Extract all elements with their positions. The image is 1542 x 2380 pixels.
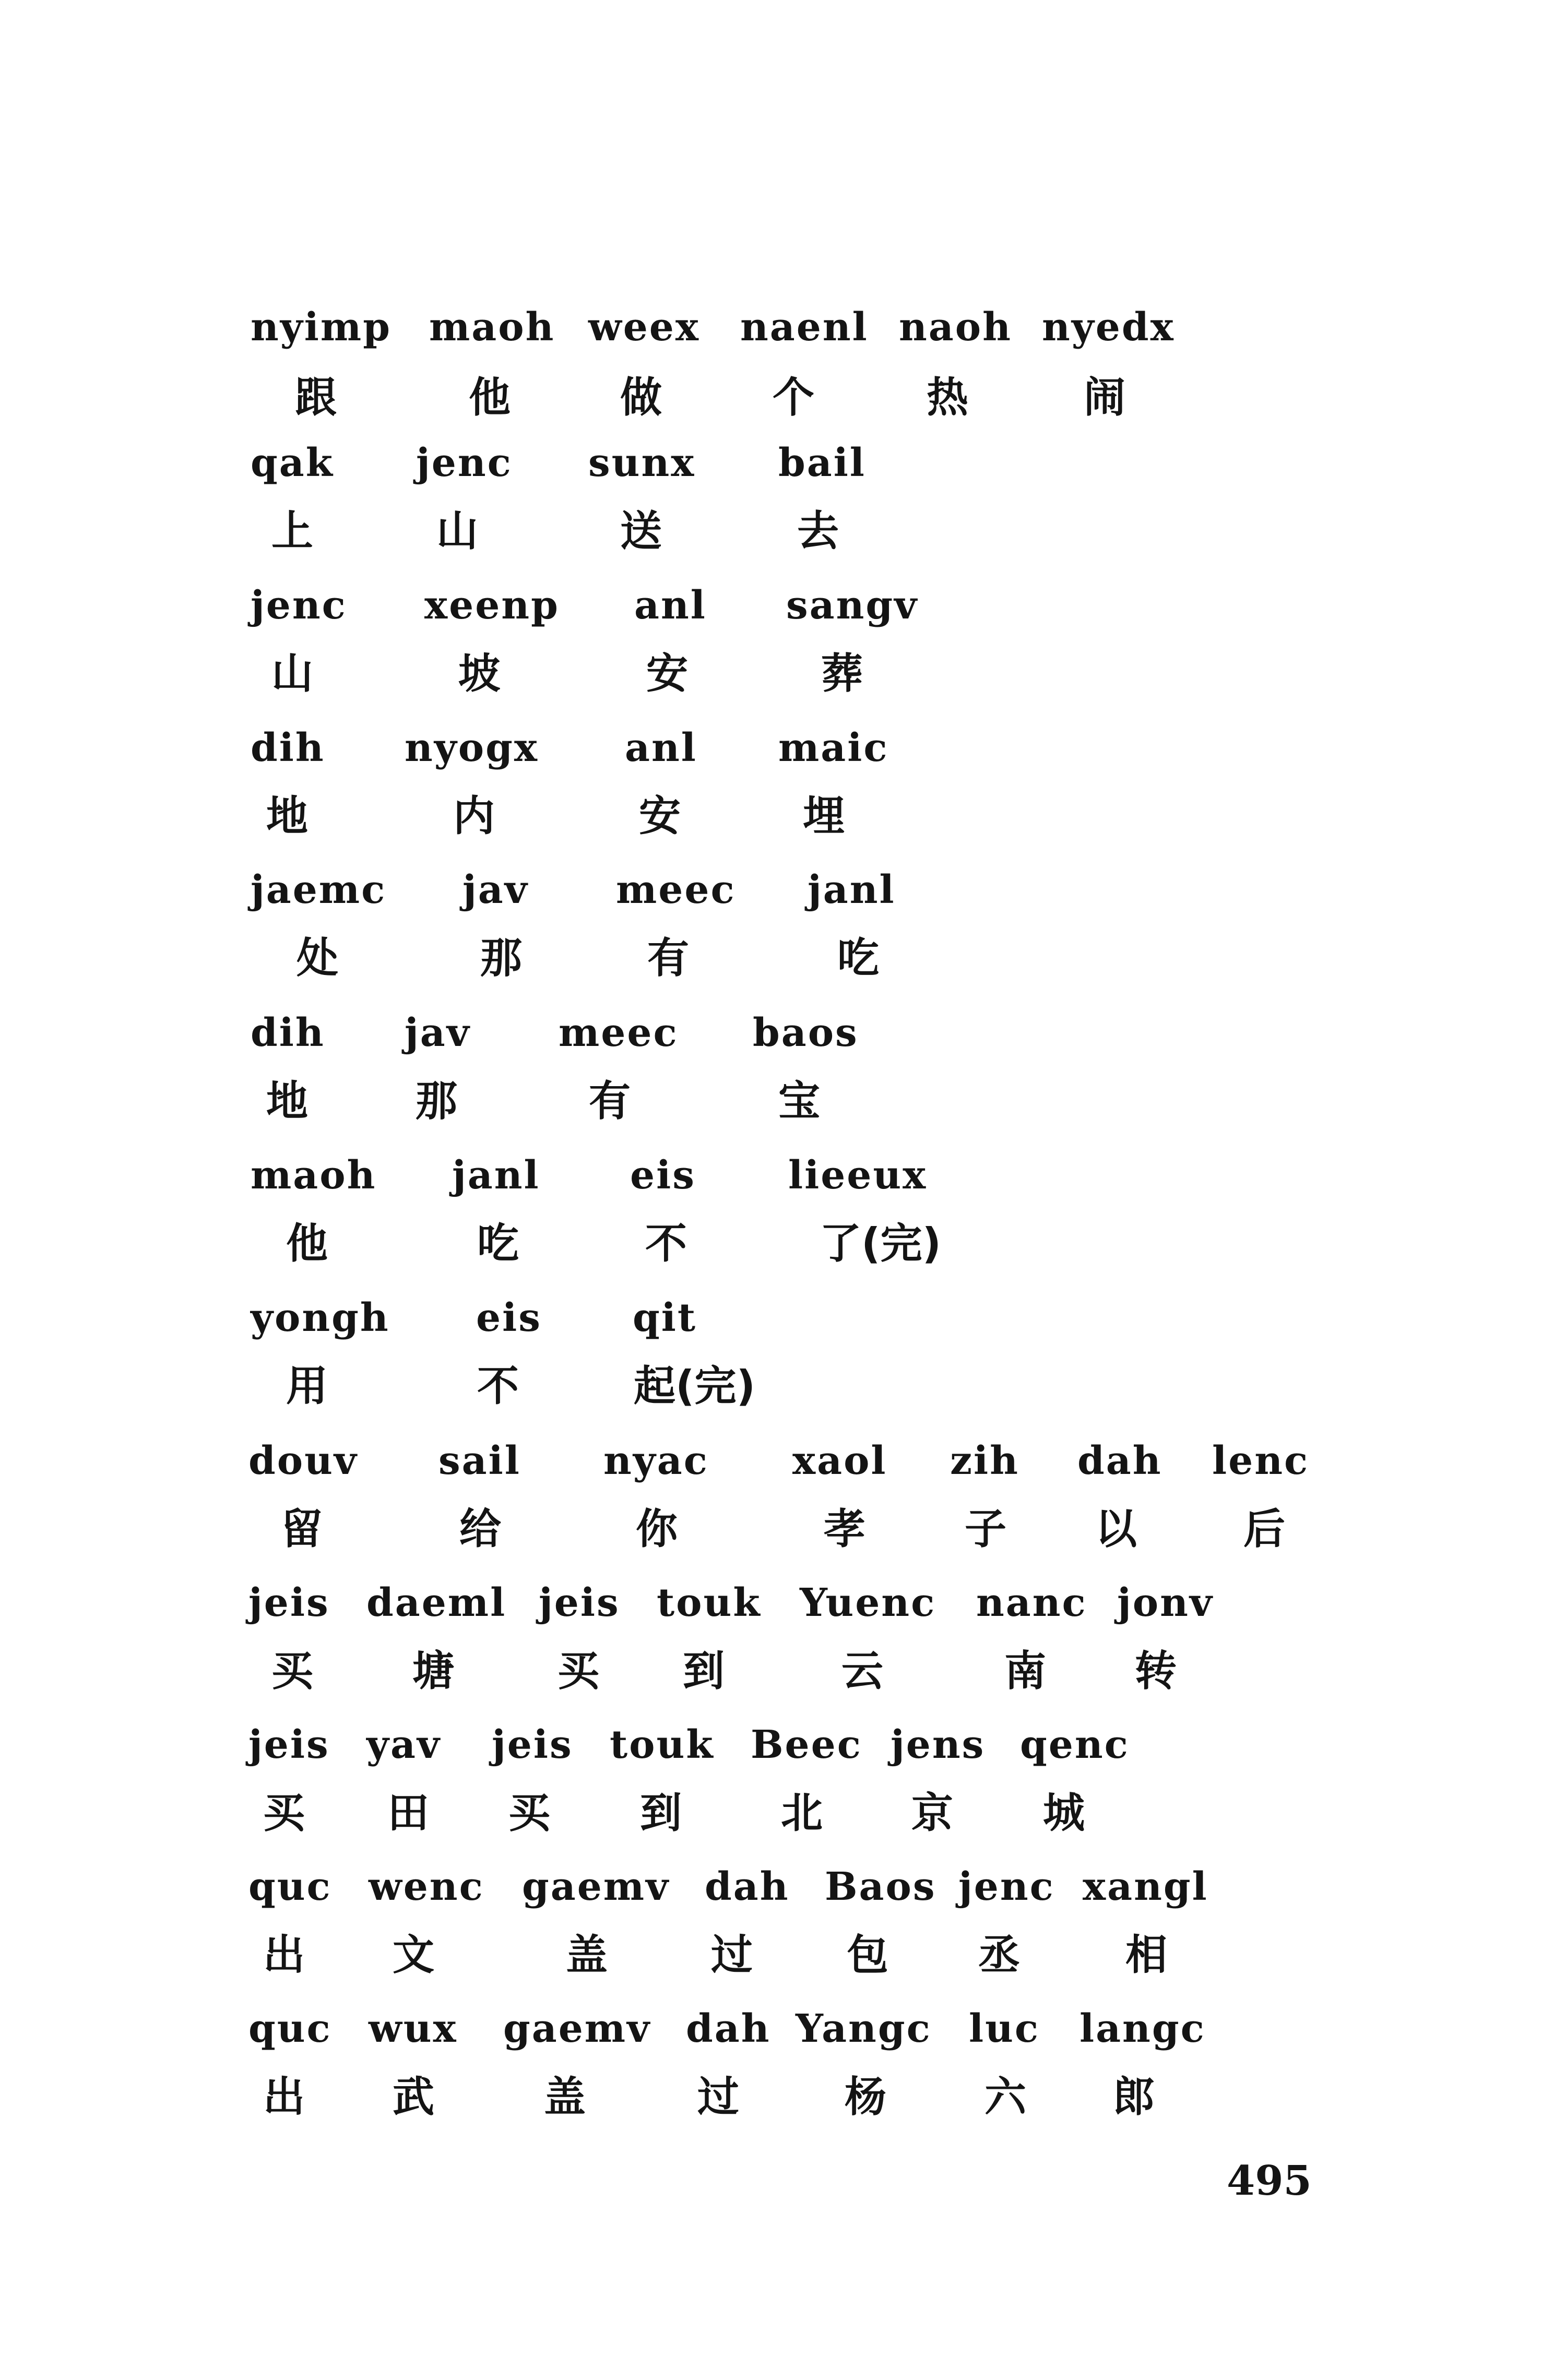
romanized-word: jav <box>405 1010 471 1055</box>
chinese-gloss: 吃 <box>837 934 879 982</box>
romanized-word: jonv <box>1117 1580 1214 1625</box>
chinese-gloss: 上 <box>271 507 313 555</box>
chinese-gloss: 丞 <box>978 1931 1020 1979</box>
romanized-word: jenc <box>416 441 513 485</box>
chinese-gloss: 云 <box>841 1647 883 1695</box>
chinese-gloss: 过 <box>711 1931 753 1979</box>
chinese-gloss: 闹 <box>1084 373 1125 422</box>
chinese-gloss: 包 <box>847 1931 888 1979</box>
chinese-gloss: 安 <box>646 649 688 698</box>
chinese-gloss: 过 <box>697 2073 739 2121</box>
chinese-gloss: 葬 <box>821 649 863 698</box>
romanized-word: quc <box>248 1864 332 1909</box>
chinese-gloss: 地 <box>266 1077 308 1125</box>
chinese-gloss: 有 <box>647 934 689 982</box>
romanized-word: dih <box>251 725 325 770</box>
chinese-gloss: 买 <box>271 1647 313 1695</box>
chinese-gloss: 跟 <box>295 373 337 422</box>
romanized-word: touk <box>610 1722 715 1767</box>
romanized-word: eis <box>476 1295 542 1340</box>
romanized-word: weex <box>588 305 700 350</box>
chinese-gloss: 宝 <box>778 1077 820 1125</box>
romanized-word: janl <box>808 867 896 912</box>
chinese-gloss: 武 <box>393 2073 434 2121</box>
romanized-word: jeis <box>492 1722 573 1767</box>
chinese-gloss: 给 <box>459 1505 501 1553</box>
chinese-gloss: 个 <box>773 373 814 422</box>
chinese-gloss: 杨 <box>845 2073 886 2121</box>
romanized-word: wenc <box>369 1864 484 1909</box>
romanized-word: daeml <box>366 1580 507 1625</box>
romanized-word: nyimp <box>251 305 392 350</box>
chinese-gloss: 处 <box>296 934 338 982</box>
romanized-word: meec <box>559 1010 679 1055</box>
chinese-gloss: 南 <box>1004 1647 1046 1695</box>
chinese-gloss: 到 <box>640 1789 682 1837</box>
romanized-word: Baos <box>825 1864 936 1909</box>
chinese-gloss: 有 <box>589 1077 631 1125</box>
romanized-word: dah <box>705 1864 790 1909</box>
romanized-word: yongh <box>251 1295 390 1340</box>
chinese-gloss: 热 <box>927 373 968 422</box>
chinese-gloss: 出 <box>263 1931 305 1979</box>
romanized-word: maic <box>778 725 889 770</box>
romanized-word: gaemv <box>522 1864 670 1909</box>
romanized-word: yav <box>366 1722 441 1767</box>
chinese-gloss: 到 <box>683 1647 725 1695</box>
chinese-gloss: 六 <box>984 2073 1026 2121</box>
romanized-word: maoh <box>251 1153 377 1198</box>
romanized-word: lenc <box>1212 1438 1310 1483</box>
romanized-word: jeis <box>248 1580 330 1625</box>
chinese-gloss: 田 <box>387 1789 429 1837</box>
chinese-gloss: 起(完) <box>634 1362 756 1410</box>
romanized-word: nyogx <box>405 725 539 770</box>
romanized-word: jens <box>891 1722 986 1767</box>
chinese-gloss: 买 <box>508 1789 550 1837</box>
romanized-word: qit <box>633 1295 697 1340</box>
romanized-word: jav <box>462 867 529 912</box>
romanized-word: xaol <box>792 1438 887 1483</box>
chinese-gloss: 山 <box>436 507 478 555</box>
chinese-gloss: 相 <box>1125 1931 1167 1979</box>
chinese-gloss: 京 <box>911 1789 953 1837</box>
chinese-gloss: 转 <box>1135 1647 1177 1695</box>
chinese-gloss: 不 <box>645 1219 687 1268</box>
chinese-gloss: 内 <box>453 792 495 840</box>
romanized-word: touk <box>657 1580 762 1625</box>
romanized-word: qenc <box>1020 1722 1130 1767</box>
chinese-gloss: 埋 <box>803 792 845 840</box>
romanized-word: wux <box>369 2006 458 2051</box>
romanized-word: jenc <box>958 1864 1055 1909</box>
page-number: 495 <box>1227 2157 1312 2205</box>
chinese-gloss: 盖 <box>566 1931 608 1979</box>
romanized-word: bail <box>778 441 866 485</box>
romanized-word: Yangc <box>796 2006 932 2051</box>
romanized-word: langc <box>1080 2006 1206 2051</box>
romanized-word: douv <box>248 1438 358 1483</box>
chinese-gloss: 塘 <box>412 1647 454 1695</box>
romanized-word: qak <box>251 441 334 485</box>
chinese-gloss: 城 <box>1043 1789 1085 1837</box>
chinese-gloss: 他 <box>286 1219 328 1268</box>
romanized-word: anl <box>634 583 707 628</box>
chinese-gloss: 孝 <box>824 1505 865 1553</box>
romanized-word: nyac <box>603 1438 709 1483</box>
romanized-word: luc <box>969 2006 1040 2051</box>
romanized-word: eis <box>630 1153 696 1198</box>
chinese-gloss: 留 <box>281 1505 323 1553</box>
romanized-word: jeis <box>248 1722 330 1767</box>
chinese-gloss: 地 <box>266 792 308 840</box>
chinese-gloss: 买 <box>558 1647 599 1695</box>
romanized-word: sunx <box>588 441 696 485</box>
chinese-gloss: 子 <box>965 1505 1006 1553</box>
romanized-word: meec <box>616 867 736 912</box>
romanized-word: Yuenc <box>800 1580 936 1625</box>
romanized-word: nyedx <box>1042 305 1175 350</box>
chinese-gloss: 出 <box>263 2073 305 2121</box>
romanized-word: nanc <box>976 1580 1087 1625</box>
romanized-word: maoh <box>429 305 555 350</box>
chinese-gloss: 安 <box>639 792 681 840</box>
chinese-gloss: 用 <box>286 1362 328 1410</box>
romanized-word: sail <box>438 1438 521 1483</box>
chinese-gloss: 郎 <box>1113 2073 1155 2121</box>
chinese-gloss: 不 <box>477 1362 519 1410</box>
chinese-gloss: 送 <box>620 507 662 555</box>
romanized-word: jenc <box>251 583 347 628</box>
chinese-gloss: 吃 <box>477 1219 519 1268</box>
romanized-word: lieeux <box>788 1153 928 1198</box>
chinese-gloss: 坡 <box>458 649 500 698</box>
romanized-word: gaemv <box>503 2006 651 2051</box>
chinese-gloss: 文 <box>393 1931 434 1979</box>
romanized-word: jaemc <box>251 867 387 912</box>
romanized-word: baos <box>753 1010 859 1055</box>
romanized-word: dah <box>1077 1438 1163 1483</box>
romanized-word: dah <box>686 2006 771 2051</box>
chinese-gloss: 那 <box>480 934 522 982</box>
chinese-gloss: 做 <box>620 373 662 422</box>
romanized-word: quc <box>248 2006 332 2051</box>
chinese-gloss: 盖 <box>544 2073 586 2121</box>
chinese-gloss: 后 <box>1243 1505 1285 1553</box>
chinese-gloss: 去 <box>797 507 839 555</box>
chinese-gloss: 你 <box>636 1505 678 1553</box>
romanized-word: dih <box>251 1010 325 1055</box>
chinese-gloss: 以 <box>1095 1505 1137 1553</box>
chinese-gloss: 他 <box>469 373 511 422</box>
chinese-gloss: 那 <box>416 1077 457 1125</box>
chinese-gloss: 买 <box>263 1789 305 1837</box>
romanized-word: sangv <box>786 583 919 628</box>
romanized-word: naenl <box>740 305 869 350</box>
romanized-word: janl <box>452 1153 540 1198</box>
romanized-word: jeis <box>539 1580 620 1625</box>
romanized-word: anl <box>625 725 697 770</box>
chinese-gloss: 山 <box>271 649 313 698</box>
chinese-gloss: 北 <box>781 1789 823 1837</box>
romanized-word: xangl <box>1083 1864 1208 1909</box>
romanized-word: naoh <box>899 305 1012 350</box>
romanized-word: zih <box>950 1438 1019 1483</box>
romanized-word: Beec <box>751 1722 862 1767</box>
romanized-word: xeenp <box>424 583 560 628</box>
chinese-gloss: 了(完) <box>820 1219 942 1268</box>
